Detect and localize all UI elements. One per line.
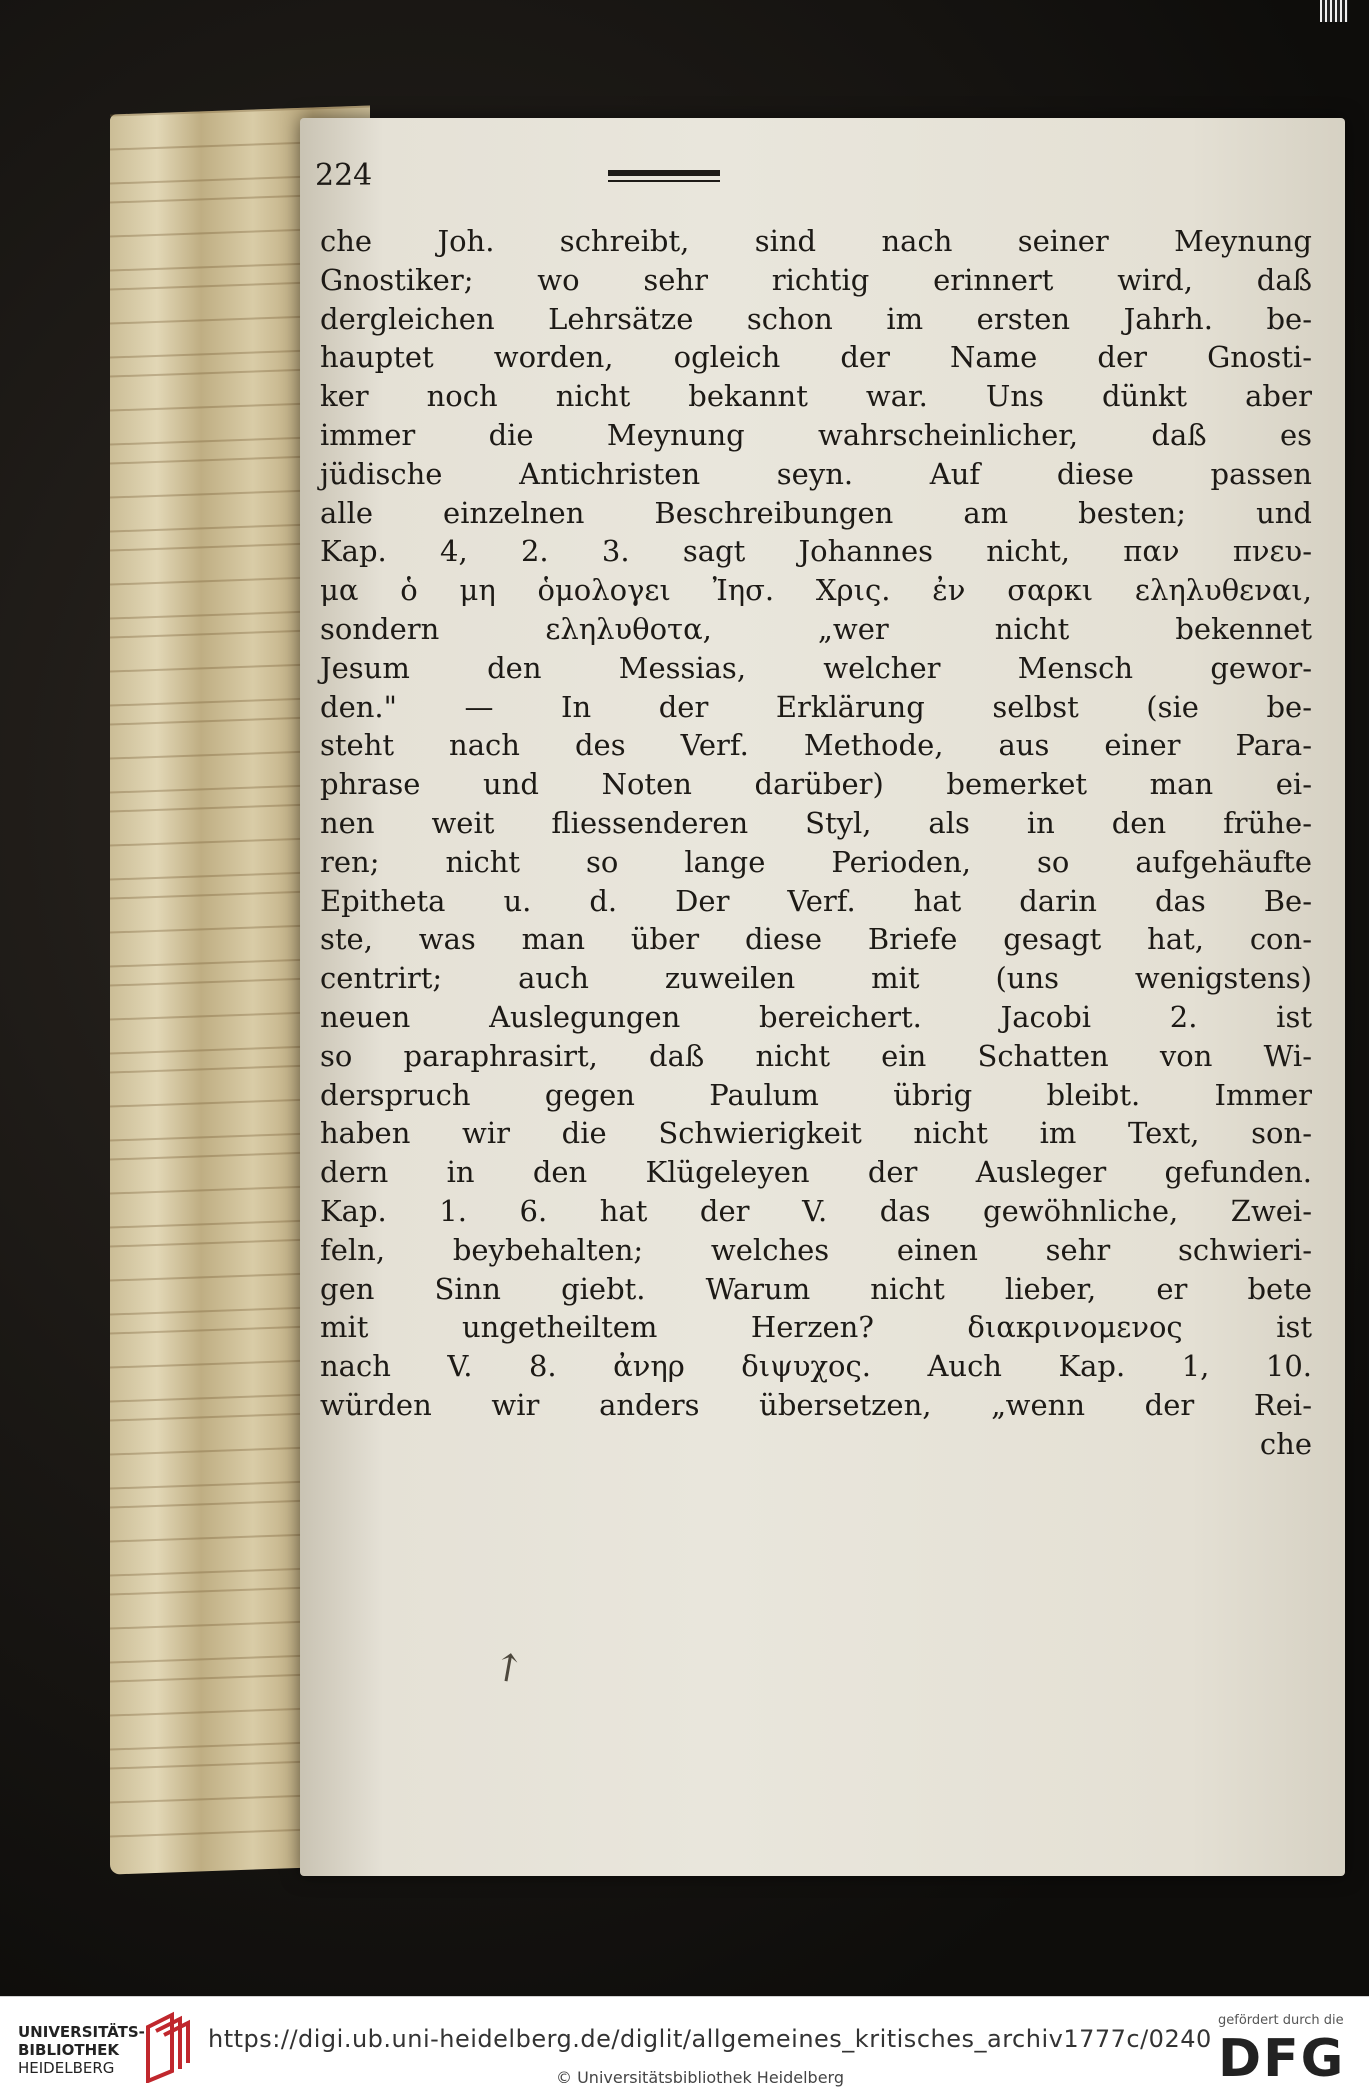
text-line: dern in den Klügeleyen der Ausleger gefunden.	[320, 1155, 1312, 1190]
text-line: jüdische Antichristen seyn. Auf diese passen	[320, 456, 1312, 491]
library-name-line1: UNIVERSITÄTS-	[18, 2023, 145, 2041]
text-line: haben wir die Schwierigkeit nicht im Text, son-	[320, 1116, 1312, 1151]
catchword: che	[1259, 1426, 1312, 1461]
page-number: 224	[315, 158, 373, 193]
text-line: den." — In der Erklärung selbst (sie be-	[320, 689, 1312, 724]
text-line: Jesum den Messias, welcher Mensch gewor-	[320, 650, 1312, 685]
text-line: ste, was man über diese Briefe gesagt hat, con-	[320, 922, 1312, 957]
text-line: mit ungetheiltem Herzen? διακρινομενος ist	[320, 1310, 1312, 1345]
text-line: neuen Auslegungen bereichert. Jacobi 2. ist	[320, 999, 1312, 1034]
text-line: μα ὁ μη ὁμολογει Ἰησ. Χρις. ἐν σαρκι εληλυθεναι,	[320, 573, 1312, 608]
viewer-footer	[0, 1996, 1369, 2096]
text-line: feln, beybehalten; welches einen sehr schwieri-	[320, 1232, 1312, 1267]
text-line: Epitheta u. d. Der Verf. hat darin das Be-	[320, 883, 1312, 918]
text-line: che Joh. schreibt, sind nach seiner Meynung	[320, 224, 1312, 258]
library-name-line2: BIBLIOTHEK	[18, 2041, 119, 2059]
text-line: würden wir anders übersetzen, „wenn der Rei-	[320, 1387, 1312, 1422]
text-line: immer die Meynung wahrscheinlicher, daß es	[320, 417, 1312, 452]
header-rule	[608, 170, 720, 182]
text-line: so paraphrasirt, daß nicht ein Schatten von Wi-	[320, 1038, 1312, 1073]
page-edge-stripe	[110, 105, 370, 116]
pencil-mark-icon: ↗	[482, 1639, 534, 1695]
text-line: nen weit fliessenderen Styl, als in den frühe-	[320, 805, 1312, 840]
funding-caption: gefördert durch die	[1218, 2013, 1344, 2028]
text-line: derspruch gegen Paulum übrig bleibt. Immer	[320, 1077, 1312, 1112]
text-line: alle einzelnen Beschreibungen am besten; und	[320, 495, 1312, 530]
dfg-logo[interactable]: DFG	[1218, 2029, 1346, 2089]
text-line: Gnostiker; wo sehr richtig erinnert wird, daß	[320, 262, 1312, 297]
text-line: hauptet worden, ogleich der Name der Gnosti-	[320, 340, 1312, 375]
library-name-line3: HEIDELBERG	[18, 2059, 115, 2077]
text-line: Kap. 4, 2. 3. sagt Johannes nicht, παν πνευ-	[320, 534, 1312, 569]
text-line: nach V. 8. ἀνηρ διψυχος. Auch Kap. 1, 10.	[320, 1349, 1312, 1384]
permalink-url[interactable]: https://digi.ub.uni-heidelberg.de/diglit/allgemeines_kritisches_archiv1777c/0240	[208, 2025, 1212, 2053]
text-line: gen Sinn giebt. Warum nicht lieber, er bete	[320, 1271, 1312, 1306]
text-line: centrirt; auch zuweilen mit (uns wenigstens)	[320, 961, 1312, 996]
text-line: sondern εληλυθοτα, „wer nicht bekennet	[320, 611, 1312, 646]
text-line: steht nach des Verf. Methode, aus einer Para-	[320, 728, 1312, 763]
scale-ruler	[1320, 0, 1348, 22]
text-line: Kap. 1. 6. hat der V. das gewöhnliche, Zwei-	[320, 1193, 1312, 1228]
text-line: phrase und Noten darüber) bemerket man ei-	[320, 767, 1312, 802]
library-logo-icon[interactable]	[142, 2011, 192, 2083]
text-line: dergleichen Lehrsätze schon im ersten Jahrh. be-	[320, 301, 1312, 336]
text-line: ker noch nicht bekannt war. Uns dünkt aber	[320, 379, 1312, 414]
library-logo-text[interactable]	[18, 2023, 145, 2077]
text-line: ren; nicht so lange Perioden, so aufgehäufte	[320, 844, 1312, 879]
body-text	[320, 222, 1312, 1464]
copyright-notice: © Universitätsbibliothek Heidelberg	[556, 2068, 845, 2087]
